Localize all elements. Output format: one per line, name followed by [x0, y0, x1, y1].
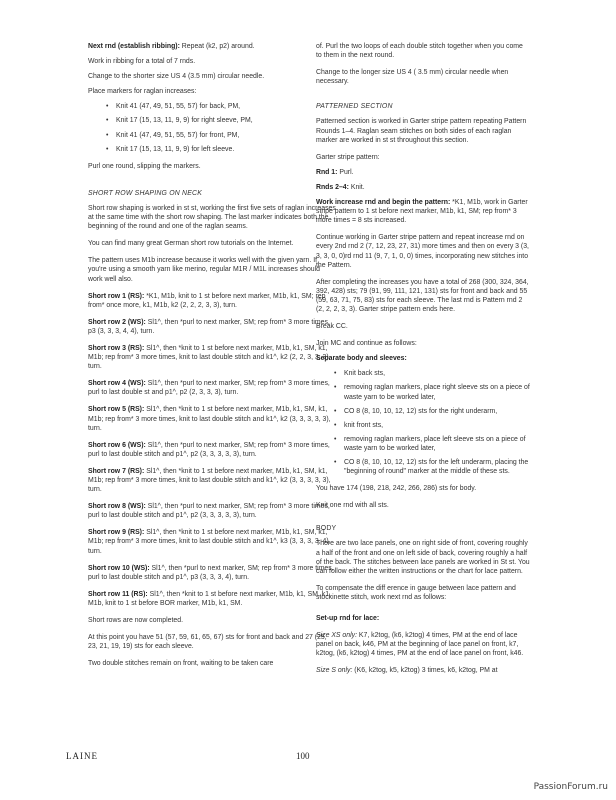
row-label: Short row 11 (RS):	[88, 590, 148, 598]
sub-heading	[316, 354, 530, 363]
instruction-paragraph	[88, 42, 336, 51]
row-text: Sl1^, then *knit to 1 st before next marker, M1b, k1, SM, k1, M1b; rep from* 3 more times, knit to last double stitch and k1^, k3 (3, 3, 3, 3, 4), turn.	[88, 529, 331, 555]
left-column	[88, 42, 336, 676]
short-row	[88, 292, 336, 310]
bold-lead: Set-up rnd for lace:	[316, 615, 380, 623]
magazine-name: LAINE	[66, 751, 98, 761]
text: Repeat (k2, p2) around.	[179, 43, 255, 50]
instruction-paragraph: To compensate the diff erence in gauge between lace pattern and stockinette stitch, work next rnd as follows:	[316, 584, 516, 601]
instruction-paragraph: The pattern uses M1b increase because it works well with the given yarn. If you're using a smooth yarn like merino, regular M1R / M1L increases should work well also.	[88, 257, 321, 283]
instruction-paragraph: Short rows are now completed.	[88, 617, 183, 625]
watermark: PassionForum.ru	[533, 782, 608, 792]
pattern-round	[316, 168, 530, 177]
list-item: • removing raglan markers, place left sleeve sts on a piece of waste yarn to be worked later,	[344, 435, 530, 453]
instruction-paragraph: Change to the shorter size US 4 (3.5 mm) circular needle.	[88, 73, 265, 81]
instruction-paragraph	[316, 666, 530, 675]
instruction-paragraph: Change to the longer size US 4 ( 3.5 mm) circular needle when necessary.	[316, 69, 509, 86]
instruction-paragraph: Place markers for raglan increases:	[88, 88, 197, 96]
short-row	[88, 379, 336, 397]
row-label: Short row 3 (RS):	[88, 344, 145, 352]
instruction-paragraph: Work in ribbing for a total of 7 rnds.	[88, 58, 196, 66]
row-label: Short row 7 (RS):	[88, 467, 145, 475]
list-item: • Knit 17 (15, 13, 11, 9, 9) for right sleeve, PM,	[116, 116, 336, 125]
row-label: Short row 2 (WS):	[88, 318, 146, 326]
section-heading: SHORT ROW SHAPING ON NECK	[88, 189, 202, 197]
row-text: Sl1^, then *knit to 1 st before next marker, M1b, k1, SM, k1, M1b; rep from* 3 more times, knit to last double stitch and k1^, k2 (2, 2, 3, 3, 3), turn.	[88, 344, 331, 371]
round-label: Rnd 1:	[316, 168, 338, 176]
row-label: Short row 5 (RS):	[88, 406, 145, 414]
instruction-paragraph: Purl one round, slipping the markers.	[88, 162, 201, 170]
separate-list	[316, 369, 530, 476]
page-number: 100	[296, 751, 310, 761]
row-label: Short row 6 (WS):	[88, 441, 146, 449]
short-row	[88, 344, 336, 371]
instruction-paragraph: Knit one rnd with all sts.	[316, 502, 389, 510]
instruction-paragraph: Garter stripe pattern:	[316, 153, 380, 161]
list-item: • CO 8 (8, 10, 10, 12, 12) sts for the left underarm, placing the "beginning of round" marker at the middle of these sts.	[344, 458, 530, 476]
instruction-paragraph: At this point you have 51 (57, 59, 61, 65, 67) sts for front and back and 27 (25, 23, 21, 19, 19) sts for each sleeve.	[88, 634, 327, 651]
row-label: Short row 4 (WS):	[88, 380, 146, 388]
short-row	[88, 467, 336, 494]
list-item: • removing raglan markers, place right sleeve sts on a piece of waste yarn to be worked later,	[344, 383, 530, 401]
list-item: • Knit 41 (47, 49, 51, 55, 57) for back, PM,	[116, 102, 336, 111]
short-row	[88, 590, 336, 608]
text: K7, k2tog, (k6, k2tog) 4 times, PM at the end of lace panel on back, k46, PM at the beginning of lace panel on front, k7, k2tog, (k6, k2tog) 4 times, PM at the end of lace panel on front, k46.	[316, 632, 524, 658]
round-text: Knit.	[348, 183, 365, 191]
short-row	[88, 405, 336, 432]
text: *K1, M1b, work in Garter stripe pattern to 1 st before next marker, M1b, k1, SM; rep from* 3 more times = 8 sts increased.	[316, 199, 528, 225]
round-text: Purl.	[337, 168, 354, 176]
instruction-paragraph: Join MC and continue as follows:	[316, 340, 417, 348]
instruction-paragraph: Short row shaping is worked in st st, working the first five sets of raglan increases at the same time with the short row shaping. The last marker indicates both the beginning of the round and one of the raglan seams.	[88, 204, 336, 231]
row-label: Short row 1 (RS):	[88, 292, 145, 300]
row-text: Sl1^, then *knit to 1 st before next marker, M1b, k1, SM, k1, M1b; rep from* 3 more times, knit to last double stitch and k1^, k2 (3, 3, 3, 3, 3), turn.	[88, 467, 331, 494]
row-label: Short row 10 (WS):	[88, 564, 150, 572]
section-heading: PATTERNED SECTION	[316, 103, 393, 111]
short-row	[88, 502, 336, 520]
bold-lead: Work increase rnd and begin the pattern:	[316, 199, 451, 207]
row-text: Sl1^, then *purl to next marker, SM; rep from* 3 more times, purl to last double stitch and p1^, p2 (3, 3, 3, 3, 3), turn.	[88, 503, 330, 520]
short-row	[88, 318, 336, 336]
row-text: Sl1^, then *purl to next marker, SM; rep from* 3 more times, purl to last double st and p1^, p2 (2, 3, 3, 3), turn.	[88, 380, 330, 397]
row-text: Sl1^, then *purl to next marker, SM; rep from* 3 more times, purl to last double stitch and p1^, p3 (3, 3, 3, 4), turn.	[88, 564, 334, 581]
row-label: Short row 9 (RS):	[88, 529, 145, 537]
bold-lead: Separate body and sleeves:	[316, 355, 407, 363]
row-text: Sl1^, then *purl to next marker, SM; rep from* 3 more times, purl to last double stitch and p1^, p2 (3, 3, 3, 3, 3), turn.	[88, 441, 330, 458]
instruction-paragraph: You can find many great German short row tutorials on the Internet.	[88, 240, 294, 248]
instruction-paragraph: Continue working in Garter stripe pattern and repeat increase rnd on every 2nd rnd 2 (7, 12, 23, 27, 31) more times and then on every 3 (3, 3, 3, 0, 0)rd rnd 11 (9, 7, 1, 0, 0) times, incorporating new stitches into the Pattern.	[316, 234, 529, 269]
list-item: • CO 8 (8, 10, 10, 12, 12) sts for the right underarm,	[344, 407, 530, 416]
row-text: *K1, M1b, knit to 1 st before next marker, M1b, k1, SM; rep from* once more, k1, M1b, k2 (2, 2, 2, 3, 3), turn.	[88, 292, 326, 309]
sub-heading	[316, 614, 530, 623]
instruction-paragraph	[316, 198, 530, 225]
list-item: • Knit 17 (15, 13, 11, 9, 9) for left sleeve.	[116, 145, 336, 154]
list-item: • Knit back sts,	[344, 369, 530, 378]
section-heading: BODY	[316, 525, 337, 533]
instruction-paragraph: of. Purl the two loops of each double stitch together when you come to them in the next round.	[316, 43, 523, 60]
short-rows-list	[88, 292, 336, 608]
pattern-round	[316, 183, 530, 192]
round-label: Rnds 2–4:	[316, 183, 349, 191]
instruction-paragraph: After completing the increases you have a total of 268 (300, 324, 364, 392, 428) sts; 79 (91, 99, 111, 121, 131) sts for front and back and 55 (59, 63, 71, 75, 83) sts for each sleeve. The last rnd is Pattern rnd 2 (2, 2, 2, 3, 3). Garter stripe pattern ends here.	[316, 278, 529, 313]
list-item: • Knit 41 (47, 49, 51, 55, 57) for front, PM,	[116, 131, 336, 140]
instruction-paragraph	[316, 631, 530, 658]
row-text: Sl1^, then *knit to 1 st before next marker, M1b, k1, SM, k1, M1b; rep from* 3 more times, knit to last double stitch and k1^, k2 (3, 3, 3, 3, 3), turn.	[88, 406, 331, 432]
short-row	[88, 564, 336, 582]
short-row	[88, 528, 336, 555]
instruction-paragraph: Two double stitches remain on front, waiting to be taken care	[88, 660, 274, 668]
short-row	[88, 441, 336, 459]
list-item: • knit front sts,	[344, 421, 530, 430]
instruction-paragraph: There are two lace panels, one on right side of front, covering roughly a half of the front and one on left side of back, covering roughly a half of the back. The stitches between lace panels are worked in St st. You can follow either the written instructions or the chart for lace pattern.	[316, 540, 530, 575]
instruction-paragraph: Break CC.	[316, 323, 348, 331]
size-label: Size XS only:	[316, 632, 357, 640]
instruction-paragraph: Patterned section is worked in Garter stripe pattern repeating Pattern Rounds 1–4. Raglan seam stitches on both sides of each raglan marker are worked in st st throughout this section.	[316, 118, 527, 144]
right-column	[316, 42, 530, 684]
bold-lead: Next rnd (establish ribbing):	[88, 43, 180, 50]
row-label: Short row 8 (WS):	[88, 503, 146, 511]
text: (K6, k2tog, k5, k2tog) 3 times, k6, k2tog, PM at	[352, 667, 498, 675]
row-text: Sl1^, then *purl to next marker, SM; rep from* 3 more times, p3 (3, 3, 3, 4, 4), turn.	[88, 318, 330, 335]
marker-list	[88, 102, 336, 153]
size-label: Size S only:	[316, 667, 353, 675]
row-text: Sl1^, then *knit to 1 st before next marker, M1b, k1, SM, k1, M1b, knit to 1 st before BOR marker, M1b, k1, SM.	[88, 590, 331, 607]
instruction-paragraph: You have 174 (198, 218, 242, 266, 286) sts for body.	[316, 485, 477, 493]
